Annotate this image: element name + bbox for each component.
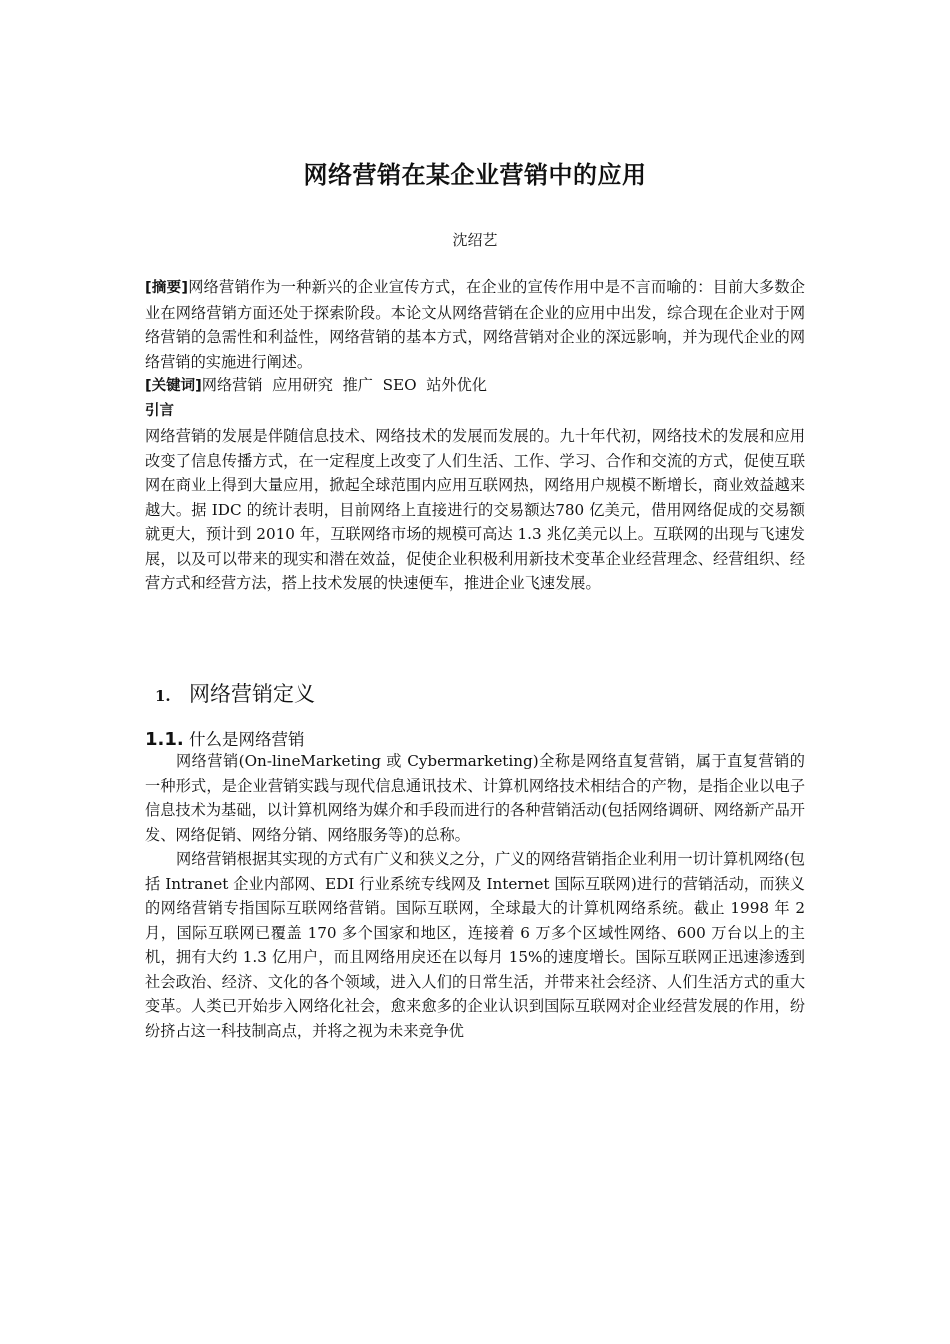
section-number: 1. [155,687,171,705]
keywords-text: 网络营销 应用研究 推广 SEO 站外优化 [201,376,487,394]
keywords [145,373,805,399]
section-title: 网络营销定义 [189,682,315,706]
subsection-heading-1-1 [145,726,304,750]
paragraph: 网络营销根据其实现的方式有广义和狭义之分，广义的网络营销指企业利用一切计算机网络(包括 Intranet 企业内部网、EDI 行业系统专线网及 Internet 国际互联网)进行的营销活动，而狭义的网络营销专指国际互联网络营销。国际互联网，全球最大的计算机网络系统。截止 1998 年 2 月，国际互联网已覆盖 170 多个国家和地区，连接着 6 万多个区域性网络、600 万台以上的主机，拥有大约 1.3 亿用户，而且网络用戾还在以每月 15%的速度增长。国际互联网正迅速渗透到社会政治、经济、文化的各个领域，进入人们的日常生活，并带来社会经济、人们生活方式的重大变革。人类已开始步入网络化社会，愈来愈多的企业认识到国际互联网对企业经营发展的作用，纷纷挤占这一科技制高点，并将之视为未来竞争优 [145,850,805,1040]
intro-heading: 引言 [145,403,174,419]
intro-paragraph: 网络营销的发展是伴随信息技术、网络技术的发展而发展的。九十年代初，网络技术的发展和应用改变了信息传播方式，在一定程度上改变了人们生活、工作、学习、合作和交流的方式，促使互联网在商业上得到大量应用，掀起全球范围内应用互联网热，网络用户规模不断增长，商业效益越来越大。据 IDC 的统计表明，目前网络上直接进行的交易额达780 亿美元，借用网络促成的交易额就更大，预计到 2010 年，互联网络市场的规模可高达 1.3 兆亿美元以上。互联网的出现与飞速发展，以及可以带来的现实和潜在效益，促使企业积极利用新技术变革企业经营理念、经营组织、经营方式和经营方法，搭上技术发展的快速便车，推进企业飞速发展。 [145,427,805,592]
abstract-label: [摘要] [145,280,188,296]
paragraph: 网络营销(On-lineMarketing 或 Cybermarketing)全称是网络直复营销，属于直复营销的一种形式，是企业营销实践与现代信息通讯技术、计算机网络技术相结合的产物，是指企业以电子信息技术为基础，以计算机网络为媒介和手段而进行的各种营销活动(包括网络调研、网络新产品开发、网络促销、网络分销、网络服务等)的总称。 [145,752,805,844]
subsection-title: 什么是网络营销 [188,730,305,749]
document-author: 沈绍艺 [452,231,498,249]
subsection-number: 1.1. [145,729,184,750]
section-heading-1 [155,678,315,708]
abstract [145,275,805,374]
abstract-text: 网络营销作为一种新兴的企业宣传方式，在企业的宣传作用中是不言而喻的：目前大多数企业在网络营销方面还处于探索阶段。本论文从网络营销在企业的应用中出发，综合现在企业对于网络营销的急需性和利益性，网络营销的基本方式，网络营销对企业的深远影响，并为现代企业的网络营销的实施进行阐述。 [145,278,805,371]
keywords-label: [关键词] [145,378,202,394]
section-1-1-body [145,749,805,1043]
document-title: 网络营销在某企业营销中的应用 [303,161,647,189]
